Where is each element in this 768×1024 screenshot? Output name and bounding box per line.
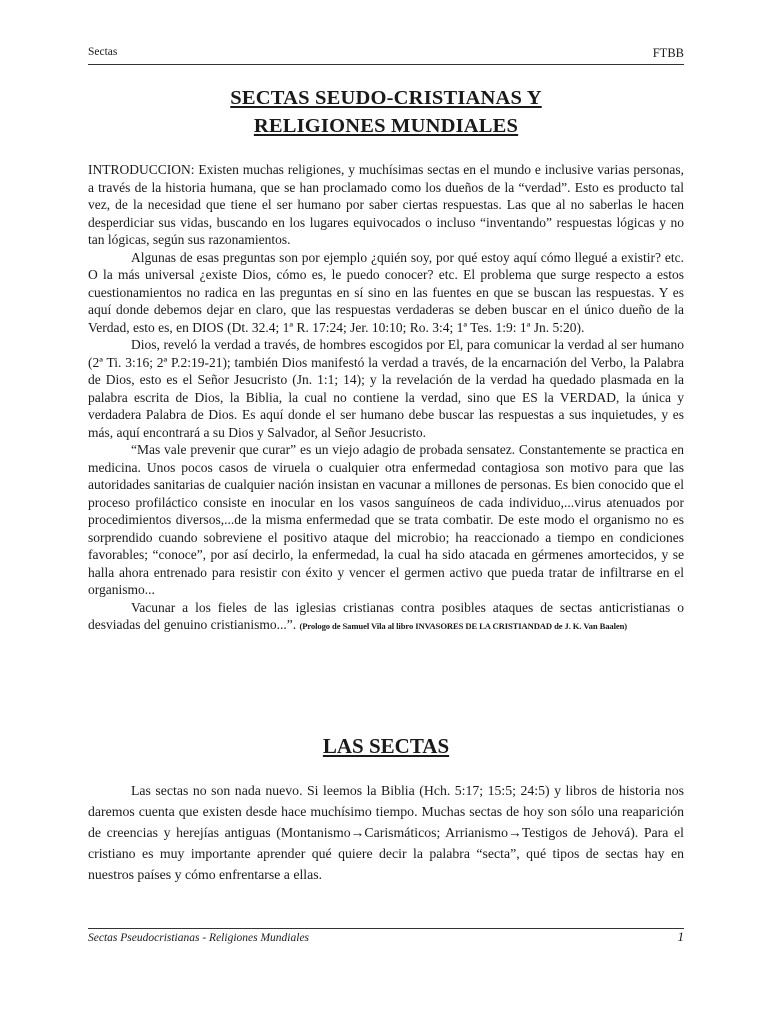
header-right-text: FTBB [652, 46, 684, 60]
header-left-text: Sectas [88, 46, 118, 58]
page-footer [88, 928, 684, 951]
document-title [88, 84, 684, 140]
section-title-las-sectas: LAS SECTAS [322, 734, 450, 758]
footer-document-title: Sectas Pseudocristianas - Religiones Mundiales [88, 932, 310, 944]
intro-paragraph-3: Dios, reveló la verdad a través, de hombres escogidos por El, para comunicar la verdad al ser humano (2ª Ti. 3:16; 2ª P.2:19-21); también Dios manifestó la verdad a través, de la encarnación del Verbo, la Palabra de Dios, esto es el Señor Jesucristo (Jn. 1:1; 14); y la revelación de la verdad ha quedado plasmada en la palabra escrita de Dios, la Biblia, la cual no contiene la verdad, sino que ES la VERDAD, la única y verdadera Palabra de Dios. Es aquí donde el ser humano debe buscar las respuestas a sus inquietudes, y es más, aquí encontrará a su Dios y Salvador, al Señor Jesucristo. [88, 337, 684, 440]
intro-paragraph-4: “Mas vale prevenir que curar” es un viejo adagio de probada sensatez. Constantemente se practica en medicina. Unos pocos casos de viruela o cualquier otra enfermedad contagiosa son motivo para que las autoridades sanitarias de cualquier nación insistan en vacunar a millones de personas. Es bien conocido que el proceso profiláctico consiste en inocular en los vasos sanguíneos de cada individuo,...virus atenuados por procedimientos diversos,...de la misma enfermedad que se trata combatir. De este modo el organismo no es sorprendido cuando sobreviene el positivo ataque del microbio; ha reaccionado a tiempo en condiciones favorables; “conoce”, por así decirlo, la enfermedad, la cual ha sido atacada en gérmenes amortecidos, y se halla ahora entrenado para resistir con éxito y vencer el germen activo que pueda tratar de infiltrarse en el organismo... [88, 442, 684, 597]
page-number: 1 [677, 929, 684, 944]
intro-paragraph-2: Algunas de esas preguntas son por ejemplo ¿quién soy, por qué estoy aquí cómo llegué a existir? etc. O la más universal ¿existe Dios, cómo es, le puedo conocer? etc. El problema que surge respecto a estos cuestionamientos no radica en las preguntas en sí sino en las fuentes en que se buscan las respuestas. Y es aquí donde debemos dejar en claro, que las respuestas verdaderas se deben buscar en el único dueño de la Verdad, esto es, en DIOS (Dt. 32.4; 1ª R. 17:24; Jer. 10:10; Ro. 3:4; 1ª Tes. 1:9: 1ª Jn. 5:20). [88, 249, 684, 335]
sectas-paragraph-1: Las sectas no son nada nuevo. Si leemos la Biblia (Hch. 5:17; 15:5; 24:5) y libros de historia nos daremos cuenta que existen desde hace muchísimo tiempo. Muchas sectas de hoy son sólo una reaparición de creencias y herejías antiguas (Montanismo→Carismáticos; Arrianismo→Testigos de Jehová). Para el cristiano es muy importante aprender qué quiere decir la palabra “secta”, qué tipos de sectas hay en nuestros países y cómo enfrentarse a ellas. [88, 783, 684, 882]
intro-paragraph-5 [88, 599, 684, 636]
title-line-1: SECTAS SEUDO-CRISTIANAS Y [230, 87, 542, 109]
intro-paragraph-5-text: Vacunar a los fieles de las iglesias cristianas contra posibles ataques de sectas anticristianas o desviadas del genuino cristianismo...”. [88, 599, 684, 632]
intro-paragraph-1: INTRODUCCION: Existen muchas religiones, y muchísimas sectas en el mundo e inclusive varias personas, a través de la historia humana, que se han proclamado como los dueños de la “verdad”. Esto es producto tal vez, de la necesidad que tiene el ser humano por saber ciertas respuestas. Las que al no saberlas le hacen desperdiciar sus vidas, buscando en los lugares equivocados o incluso “inventando” respuestas lógicas y no tan lógicas, según sus razonamientos. [88, 162, 684, 247]
page-header [88, 44, 684, 65]
introduction-section [88, 161, 684, 636]
prologue-credit: (Prologo de Samuel Vila al libro INVASORES DE LA CRISTIANDAD de J. K. Van Baalen) [299, 621, 628, 631]
las-sectas-section [88, 780, 684, 885]
title-line-2: RELIGIONES MUNDIALES [253, 115, 519, 137]
